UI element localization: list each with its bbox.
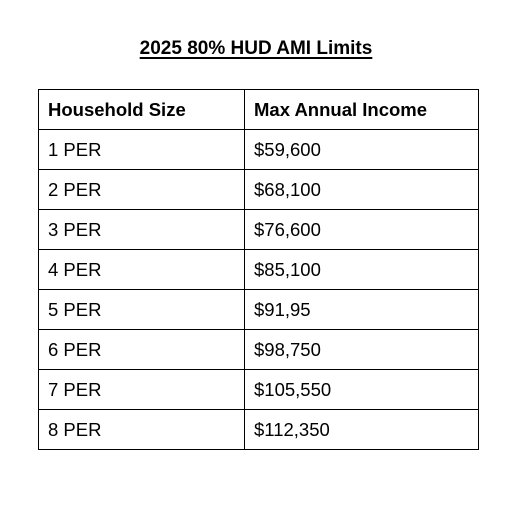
table-row <box>39 370 479 410</box>
table-row <box>39 210 479 250</box>
column-header-household-size: Household Size <box>39 90 245 130</box>
max-income-cell: $85,100 <box>245 250 479 290</box>
household-size-cell: 8 PER <box>39 410 245 450</box>
household-size-cell: 2 PER <box>39 170 245 210</box>
table-row <box>39 410 479 450</box>
table-row <box>39 130 479 170</box>
max-income-cell: $91,95 <box>245 290 479 330</box>
max-income-cell: $98,750 <box>245 330 479 370</box>
household-size-cell: 6 PER <box>39 330 245 370</box>
table-row <box>39 250 479 290</box>
max-income-cell: $76,600 <box>245 210 479 250</box>
max-income-cell: $105,550 <box>245 370 479 410</box>
max-income-cell: $68,100 <box>245 170 479 210</box>
household-size-cell: 3 PER <box>39 210 245 250</box>
household-size-cell: 1 PER <box>39 130 245 170</box>
household-size-cell: 5 PER <box>39 290 245 330</box>
table-row <box>39 170 479 210</box>
max-income-cell: $112,350 <box>245 410 479 450</box>
column-header-max-annual-income: Max Annual Income <box>245 90 479 130</box>
income-limits-table <box>38 89 479 450</box>
household-size-cell: 7 PER <box>39 370 245 410</box>
max-income-cell: $59,600 <box>245 130 479 170</box>
household-size-cell: 4 PER <box>39 250 245 290</box>
table-row <box>39 290 479 330</box>
table-header-row <box>39 90 479 130</box>
page-title: 2025 80% HUD AMI Limits <box>139 38 373 59</box>
table-row <box>39 330 479 370</box>
